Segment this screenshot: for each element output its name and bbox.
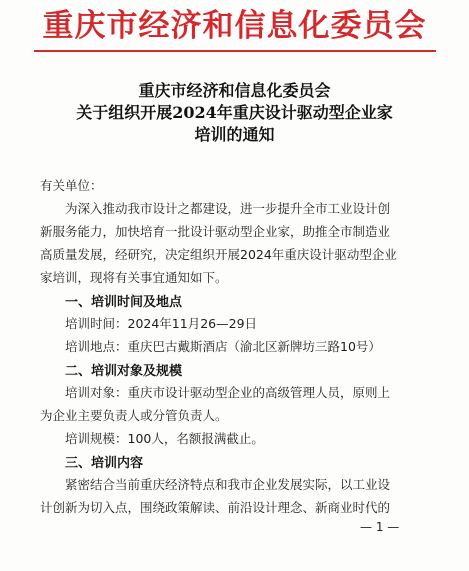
content-line-2: 计创新为切入点，围绕政策解读、前沿设计理念、新商业时代的 <box>40 500 391 515</box>
intro-line-2: 新服务能力，加快培育一批设计驱动型企业家，助推全市制造业 <box>40 224 391 239</box>
doc-title-line-3: 培训的通知 <box>194 125 275 144</box>
page-number: — 1 — <box>360 520 400 534</box>
training-time: 培训时间：2024年11月26—29日 <box>65 316 258 331</box>
intro-line-4: 家培训，现将有关事宜通知如下。 <box>40 270 228 285</box>
section-3-heading: 三、培训内容 <box>65 456 144 471</box>
training-scale: 培训规模：100人，名额报满截止。 <box>65 431 264 446</box>
intro-line-3: 高质量发展，经研究，决定组织开展2024年重庆设计驱动型企业 <box>40 247 397 262</box>
training-target-line-2: 为企业主要负责人或分管负责人。 <box>40 408 228 423</box>
section-2-heading: 二、培训对象及规模 <box>65 364 183 379</box>
intro-line-1: 为深入推动我市设计之都建设，进一步提升全市工业设计创 <box>65 201 391 216</box>
doc-title-line-2: 关于组织开展2024年重庆设计驱动型企业家 <box>76 103 393 122</box>
salutation: 有关单位： <box>40 178 103 193</box>
red-header-rule <box>34 50 436 52</box>
training-target-line-1: 培训对象：重庆市设计驱动型企业的高级管理人员，原则上 <box>65 385 391 400</box>
training-place: 培训地点：重庆巴古戴斯酒店（渝北区新牌坊三路10号） <box>65 339 381 354</box>
red-header-org-name: 重庆市经济和信息化委员会 <box>42 8 427 44</box>
section-1-heading: 一、培训时间及地点 <box>65 295 183 310</box>
content-line-1: 紧密结合当前重庆经济特点和我市企业发展实际，以工业设 <box>65 477 391 492</box>
doc-title-line-1: 重庆市经济和信息化委员会 <box>138 81 331 100</box>
